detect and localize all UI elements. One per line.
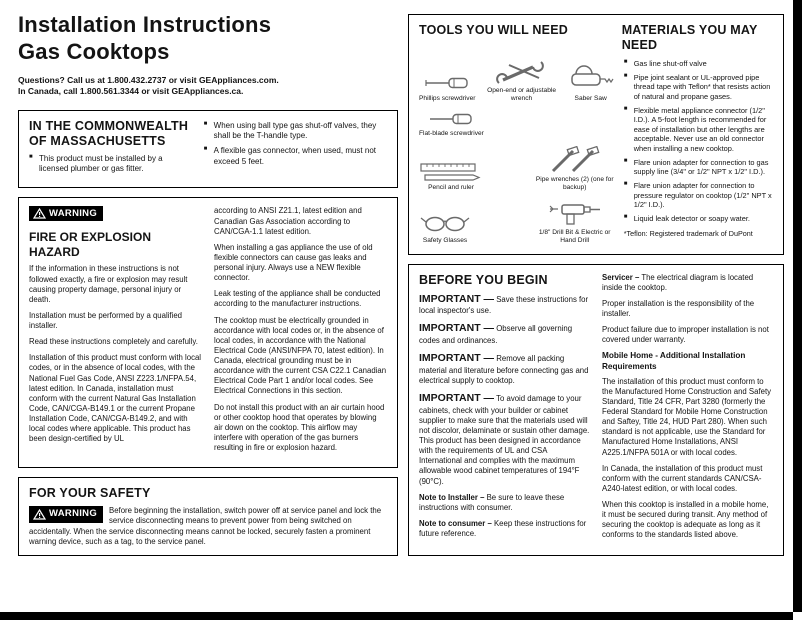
important-lead: IMPORTANT — (419, 392, 495, 405)
safety-heading: FOR YOUR SAFETY (29, 486, 151, 501)
list-item: ■ Pipe joint sealant or UL-approved pipe thread tape with Teflon* that resists action of natural and propane gases. (624, 73, 773, 102)
open-end-wrench-icon (495, 59, 549, 85)
paragraph: The installation of this product must conform to the Manufactured Home Construction and Safety Standard, Title 24 CFR, Part 3280 (formerly the Federal Standard for Mobile Home Construction and Saftey, Title 24, HUD Part 280). When such standard is not applicable, use the Standard for Manufactured Home Installations, ANSI A225.1/NFPA 501A or with local codes. (602, 376, 772, 457)
materials-heading: MATERIALS YOU MAY NEED (621, 23, 758, 52)
tool-safety-glasses (419, 211, 471, 245)
tool-label: Pipe wrenches (2) (one for backup) (535, 175, 614, 191)
important-lead: IMPORTANT — (419, 322, 495, 335)
note-text: Be sure to leave these instructions with consumer. (419, 492, 565, 512)
paragraph: according to ANSI Z21.1, latest edition and Canadian Gas Association according to CAN/CGA-1.1 latest edition. (214, 206, 362, 236)
tool-phillips-screwdriver (419, 73, 475, 103)
paragraph: Do not install this product with an air curtain hood or other cooktop hood that operates by blowing air down on the cooktop. This airflow may interfere with operation of the gas burners resulting in fire or explosion hazard. (214, 402, 385, 452)
pencil-and-ruler-icon (419, 162, 483, 182)
safety-box (18, 477, 398, 556)
servicer-text: The electrical diagram is located inside the cooktop. (602, 272, 754, 292)
teflon-footnote: *Teflon: Registered trademark of DuPont (623, 229, 753, 239)
doc-title-line1: Installation Instructions (18, 12, 272, 37)
tool-label: Saber Saw (574, 95, 607, 103)
tool-label: Open-end or adjustable wrench (487, 87, 557, 103)
materials-list-area (624, 59, 773, 246)
servicer-item (602, 273, 773, 293)
note-item (419, 493, 590, 513)
right-column (408, 14, 784, 556)
important-item (419, 322, 590, 346)
fire-warning-right-column (214, 206, 387, 459)
paragraph: Installation must be performed by a qualified installer. (29, 310, 182, 330)
materials-list (624, 59, 773, 223)
tools-materials-box (408, 14, 784, 255)
fire-hazard-heading: FIRE OR EXPLOSION HAZARD (29, 230, 152, 260)
paragraph: Read these instructions completely and carefully. (29, 337, 198, 347)
tool-flat-blade-screwdriver (419, 110, 484, 138)
massachusetts-heading: IN THE COMMONWEALTH OF MASSACHUSETTS (29, 118, 189, 148)
phillips-screwdriver-icon (423, 73, 471, 93)
tool-label: Phillips screwdriver (419, 95, 476, 103)
tool-pencil-and-ruler (419, 162, 483, 192)
warning-triangle-icon (33, 509, 46, 520)
fire-warning-box (18, 197, 398, 468)
important-text: Save these instructions for local inspector's use. (419, 294, 589, 316)
doc-title-line2: Gas Cooktops (18, 38, 170, 64)
note-item (419, 519, 590, 539)
tools-heading: TOOLS YOU WILL NEED (419, 23, 568, 37)
important-item (419, 352, 590, 386)
list-item: ■ Flexible metal appliance connector (1/2" I.D.). A 5-foot length is recommended for ease of installation but other lengths are acceptable. Never use an old connector when installing a new cooktop. (624, 106, 773, 154)
warning-badge (29, 206, 103, 221)
important-item (419, 293, 590, 317)
massachusetts-box (18, 110, 398, 189)
note-text: Keep these instructions for future reference. (419, 518, 587, 539)
tool-label: 1/8" Drill Bit & Electric or Hand Drill (538, 229, 611, 245)
paragraph: Leak testing of the appliance shall be conducted according to the manufacturer instructions. (214, 289, 381, 309)
tool-label: Flat-blade screwdriver (419, 130, 484, 138)
flat-blade-screwdriver-icon (427, 110, 475, 128)
warning-badge (29, 506, 103, 523)
massachusetts-left-list (29, 154, 194, 175)
tool-drill (536, 199, 614, 245)
doc-header (18, 12, 398, 98)
pipe-wrenches-icon (547, 146, 603, 174)
scan-artifact-right (793, 0, 802, 612)
paragraph: In Canada, the installation of this product must conform with the current standards CAN/CSA-A240-latest edition, or with local codes. (602, 463, 763, 493)
paragraph: Installation of this product must conform with local codes, or in the absence of local codes, with the National Fuel Gas Code, ANSI Z223.1/NFPA.54, latest edition. In Canada, installation must conform with the current Natural Gas Installation Code, CAN/CGA-B149.1 or the current Propane Installation Code, CAN/CGA-B149.2, and with local codes where applicable. This product has been design-certified by UL (29, 353, 202, 444)
drill-icon (548, 199, 602, 227)
paragraph: When installing a gas appliance the use of old flexible connectors can cause gas leaks and personal injury. Always use a NEW flexible connector. (214, 242, 373, 283)
list-item: ■ When using ball type gas shut-off valves, they shall be the T-handle type. (204, 121, 387, 142)
paragraph: When this cooktop is installed in a mobile home, it must be secured during transit. Any method of securing the cooktop is adequate as long as it conforms to the standards listed above. (602, 500, 769, 540)
left-column (18, 12, 398, 556)
warning-triangle-icon (33, 208, 46, 219)
important-item (419, 392, 590, 487)
before-you-begin-box (408, 264, 784, 556)
list-item: ■ Flare union adapter for connection to gas supply line (3/4" or 1/2" NPT x 1/2" I.D.). (624, 158, 773, 177)
important-lead: IMPORTANT — (419, 292, 495, 305)
massachusetts-right-list (204, 121, 387, 168)
safety-paragraph (29, 506, 387, 547)
fire-warning-left-column (29, 206, 202, 459)
safety-text: Before beginning the installation, switch power off at service panel and lock the service disconnecting means to prevent power from being switched on accidentally. When the service disconnecting means cannot be locked, securely fasten a prominent warning device, such as a tag, to the service panel. (29, 506, 382, 546)
important-text: Remove all packing material and literature before connecting gas and electrical supply to cooktop. (419, 354, 589, 385)
note-lead: Note to Installer – (419, 492, 485, 502)
warning-badge-label: WARNING (49, 508, 98, 520)
servicer-lead: Servicer – (602, 272, 640, 282)
tool-label: Pencil and ruler (428, 183, 474, 191)
tool-label: Safety Glasses (422, 237, 468, 245)
important-text: To avoid damage to your cabinets, check with your builder or cabinet supplier to make sure that the materials used will not discolor, delaminate or sustain other damage. This product has been designed in accordance with the requirements of UL and CSA International and complies with the maximum allowable wood cabinet temperatures of 194°F (90°C). (419, 394, 590, 486)
list-item: ■ Flare union adapter for connection to pressure regulator on cooktop (1/2" NPT x 1/2" I.D.). (624, 181, 773, 210)
mobile-home-heading: Mobile Home - Additional Installation Requirements (602, 351, 746, 372)
tools-illustrations (419, 59, 614, 246)
list-item: ■ A flexible gas connector, when used, must not exceed 5 feet. (204, 146, 387, 167)
contact-line-us: Questions? Call us at 1.800.432.2737 or visit GEAppliances.com. (18, 74, 279, 85)
paragraph: Product failure due to improper installation is not covered under warranty. (602, 325, 769, 345)
before-begin-left-column (419, 273, 590, 547)
list-item: ■ Gas line shut-off valve (624, 59, 773, 69)
list-item: ■ Liquid leak detector or soapy water. (624, 214, 773, 224)
tool-saber-saw (568, 65, 614, 103)
scan-artifact-bottom (0, 612, 793, 620)
before-begin-heading: BEFORE YOU BEGIN (419, 272, 548, 287)
before-begin-right-column (602, 273, 773, 547)
note-lead: Note to consumer – (419, 518, 492, 528)
contact-line-canada: In Canada, call 1.800.561.3344 or visit GEAppliances.ca. (18, 86, 244, 97)
safety-glasses-icon (419, 211, 471, 235)
tool-pipe-wrenches (536, 146, 614, 192)
paragraph: Proper installation is the responsibility of the installer. (602, 298, 755, 319)
tool-open-end-wrench (483, 59, 561, 103)
warning-badge-label: WARNING (49, 208, 98, 220)
important-lead: IMPORTANT — (419, 352, 495, 365)
saber-saw-icon (568, 65, 614, 93)
paragraph: If the information in these instructions is not followed exactly, a fire or explosion may result causing property damage, personal injury or death. (29, 264, 188, 304)
important-text: Observe all governing codes and ordinances. (419, 324, 573, 346)
paragraph: The cooktop must be electrically grounded in accordance with local codes or, in the absence of local codes, in accordance with the National Electrical Code (ANSI/NFPA 70, latest edition). In Canada, electrical grounding must be in accordance with the current CSA C22.1 Canadian Electrical Code Part 1 and/or local codes. See Electrical Connections in this section. (214, 315, 387, 396)
list-item: ■ This product must be installed by a licensed plumber or gas fitter. (29, 154, 194, 175)
